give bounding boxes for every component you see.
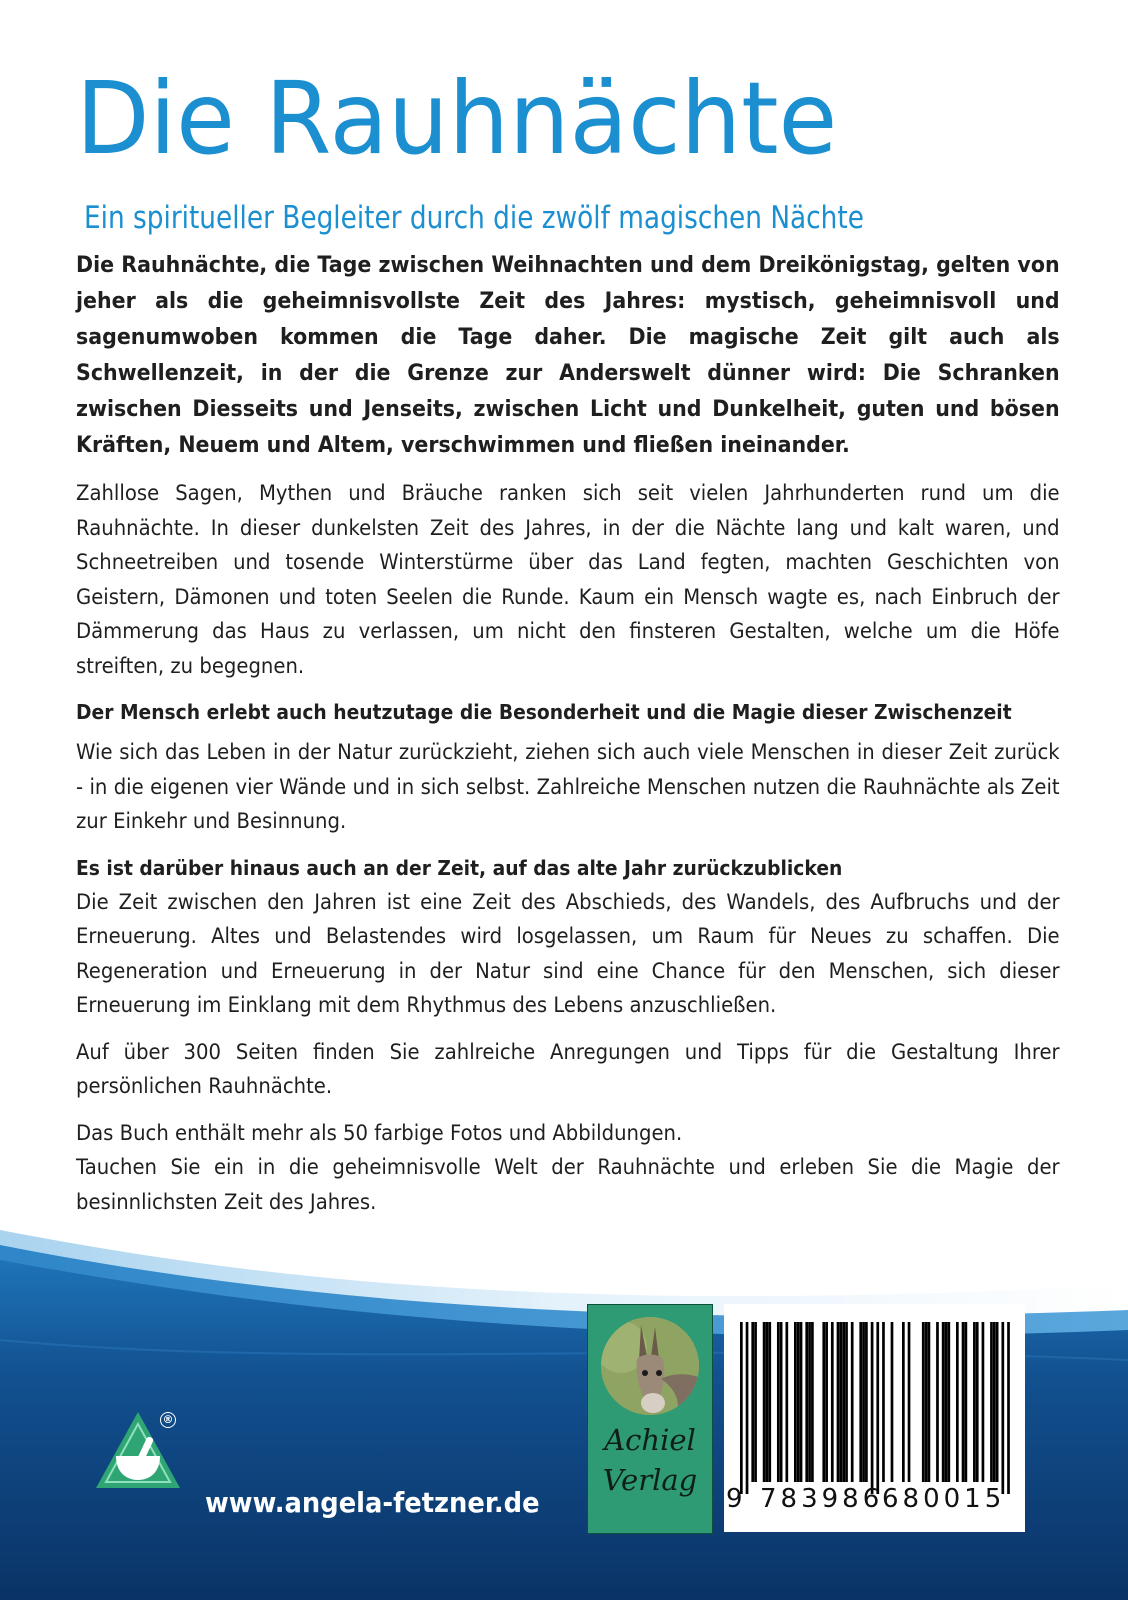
barcode-bar bbox=[754, 1322, 757, 1482]
barcode-bar bbox=[871, 1322, 874, 1494]
registered-mark: ® bbox=[160, 1412, 176, 1428]
barcode-bar bbox=[922, 1322, 925, 1482]
barcode-bar bbox=[976, 1322, 979, 1482]
barcode-bar bbox=[925, 1322, 928, 1482]
barcode-bar bbox=[891, 1322, 894, 1482]
paragraph-renewal: Die Zeit zwischen den Jahren ist eine Zeit des Abschieds, des Wandels, des Aufbruchs und der Erneuerung. Altes und Belastendes wird losgelassen, um Raum für Neues zu schaffen. Die Regeneration und Erneuerung in der Natur sind eine Chance für den Menschen, sich dieser Erneuerung im Einklang mit dem Rhythmus des Lebens anzuschließen. bbox=[76, 889, 1060, 1017]
heading-modern-times: Der Mensch erlebt auch heutzutage die Besonderheit und die Magie dieser Zwischenzeit bbox=[76, 700, 1012, 724]
isbn-right-group: 680015 bbox=[882, 1484, 1006, 1514]
barcode-bar bbox=[777, 1322, 780, 1482]
barcode-bar bbox=[785, 1322, 788, 1482]
barcode-bar bbox=[797, 1322, 800, 1482]
barcode-bar bbox=[837, 1322, 840, 1482]
barcode-bar bbox=[831, 1322, 834, 1482]
paragraph-legends: Zahllose Sagen, Mythen und Bräuche ranken sich seit vielen Jahrhunderten rund um die Rauhnächte. In dieser dunkelsten Zeit des Jahres, in der die Nächte lang und kalt waren, und Schneetreiben und tosende Winterstürme über das Land fegten, machten Geschichten von Geistern, Dämonen und toten Seelen die Runde. Kaum ein Mensch wagte es, nach Einbruch der Dämmerung das Haus zu verlassen, um nicht den finsteren Gestalten, welche um die Höfe streiften, zu begegnen. bbox=[76, 481, 1060, 678]
barcode-bar bbox=[942, 1322, 945, 1482]
barcode-bar bbox=[805, 1322, 808, 1482]
barcode-bar bbox=[1007, 1322, 1010, 1494]
barcode-bar bbox=[768, 1322, 771, 1482]
barcode-bar bbox=[982, 1322, 985, 1482]
intro-paragraph: Die Rauhnächte, die Tage zwischen Weihnachten und dem Dreikönigstag, gelten von jeher als die geheimnisvollste Zeit des Jahres: mystisch, geheimnisvoll und sagenumwoben kommen die Tage daher. Die magische Zeit gilt auch als Schwellenzeit, in der die Grenze zur Anderswelt dünner wird: Die Schranken zwischen Diesseits und Jenseits, zwischen Licht und Dunkelheit, guten und bösen Kräften, Neuem und Altem, verschwimmen und fließen ineinander. bbox=[76, 253, 1060, 458]
barcode-bar bbox=[763, 1322, 766, 1482]
publisher-name-line1: Achiel bbox=[604, 1423, 696, 1457]
barcode-bar bbox=[811, 1322, 814, 1482]
barcode-bar bbox=[808, 1322, 811, 1482]
heading-look-back: Es ist darüber hinaus auch an der Zeit, auf das alte Jahr zurückzublicken bbox=[76, 855, 843, 880]
publisher-name-line2: Verlag bbox=[602, 1463, 698, 1497]
barcode-bar bbox=[746, 1322, 749, 1494]
barcode-bar bbox=[936, 1322, 939, 1482]
barcode-bar bbox=[839, 1322, 842, 1482]
barcode-bar bbox=[973, 1322, 976, 1482]
barcode-bar bbox=[962, 1322, 965, 1482]
barcode-bar bbox=[822, 1322, 825, 1482]
barcode-bar bbox=[945, 1322, 948, 1482]
barcode-bar bbox=[851, 1322, 854, 1482]
paragraph-pages: Auf über 300 Seiten finden Sie zahlreiche Anregungen und Tipps für die Gestaltung Ihrer persönlichen Rauhnächte. bbox=[76, 1039, 1060, 1098]
publisher-logo bbox=[587, 1304, 713, 1534]
paragraph-retreat: Wie sich das Leben in der Natur zurückzieht, ziehen sich auch viele Menschen in dieser Zeit zurück - in die eigenen vier Wände und in sich selbst. Zahlreiche Menschen nutzen die Rauhnächte als Zeit zur Einkehr und Besinnung. bbox=[76, 740, 1060, 833]
barcode-bar bbox=[993, 1322, 996, 1482]
barcode-bar bbox=[845, 1322, 848, 1482]
barcode-bar bbox=[751, 1322, 754, 1482]
paragraph-closing: Tauchen Sie ein in die geheimnisvolle Welt der Rauhnächte und erleben Sie die Magie der besinnlichsten Zeit des Jahres. bbox=[76, 1155, 1060, 1214]
barcode-bar bbox=[842, 1322, 845, 1482]
book-subtitle: Ein spiritueller Begleiter durch die zwölf magischen Nächte bbox=[84, 200, 864, 236]
barcode-bar bbox=[908, 1322, 911, 1482]
isbn-left-group: 783986 bbox=[760, 1484, 884, 1514]
isbn-barcode bbox=[724, 1304, 1025, 1532]
barcode-bar bbox=[882, 1322, 885, 1482]
paragraph-photos: Das Buch enthält mehr als 50 farbige Fotos und Abbildungen. bbox=[76, 1120, 683, 1145]
barcode-bar bbox=[800, 1322, 803, 1482]
barcode-bar bbox=[902, 1322, 905, 1482]
isbn-number bbox=[724, 1484, 1025, 1524]
book-title: Die Rauhnächte bbox=[76, 60, 838, 177]
barcode-bar bbox=[1001, 1322, 1004, 1494]
barcode-bar bbox=[825, 1322, 828, 1482]
barcode-bar bbox=[780, 1322, 783, 1482]
barcode-bar bbox=[956, 1322, 959, 1482]
barcode-bar bbox=[928, 1322, 931, 1482]
barcode-bar bbox=[865, 1322, 868, 1482]
barcode-bar bbox=[766, 1322, 769, 1482]
barcode-bar bbox=[990, 1322, 993, 1482]
donkey-photo bbox=[601, 1317, 699, 1415]
barcode-bar bbox=[947, 1322, 950, 1482]
barcode-bar bbox=[965, 1322, 968, 1482]
blurb-text bbox=[76, 248, 1060, 1219]
barcode-bar bbox=[996, 1322, 999, 1482]
barcode-bar bbox=[859, 1322, 862, 1482]
barcode-bar bbox=[876, 1322, 879, 1494]
isbn-prefix: 9 bbox=[726, 1484, 743, 1514]
barcode-bar bbox=[740, 1322, 743, 1494]
barcode-bar bbox=[862, 1322, 865, 1482]
barcode-bar bbox=[794, 1322, 797, 1482]
website-link[interactable]: www.angela-fetzner.de bbox=[205, 1486, 540, 1519]
